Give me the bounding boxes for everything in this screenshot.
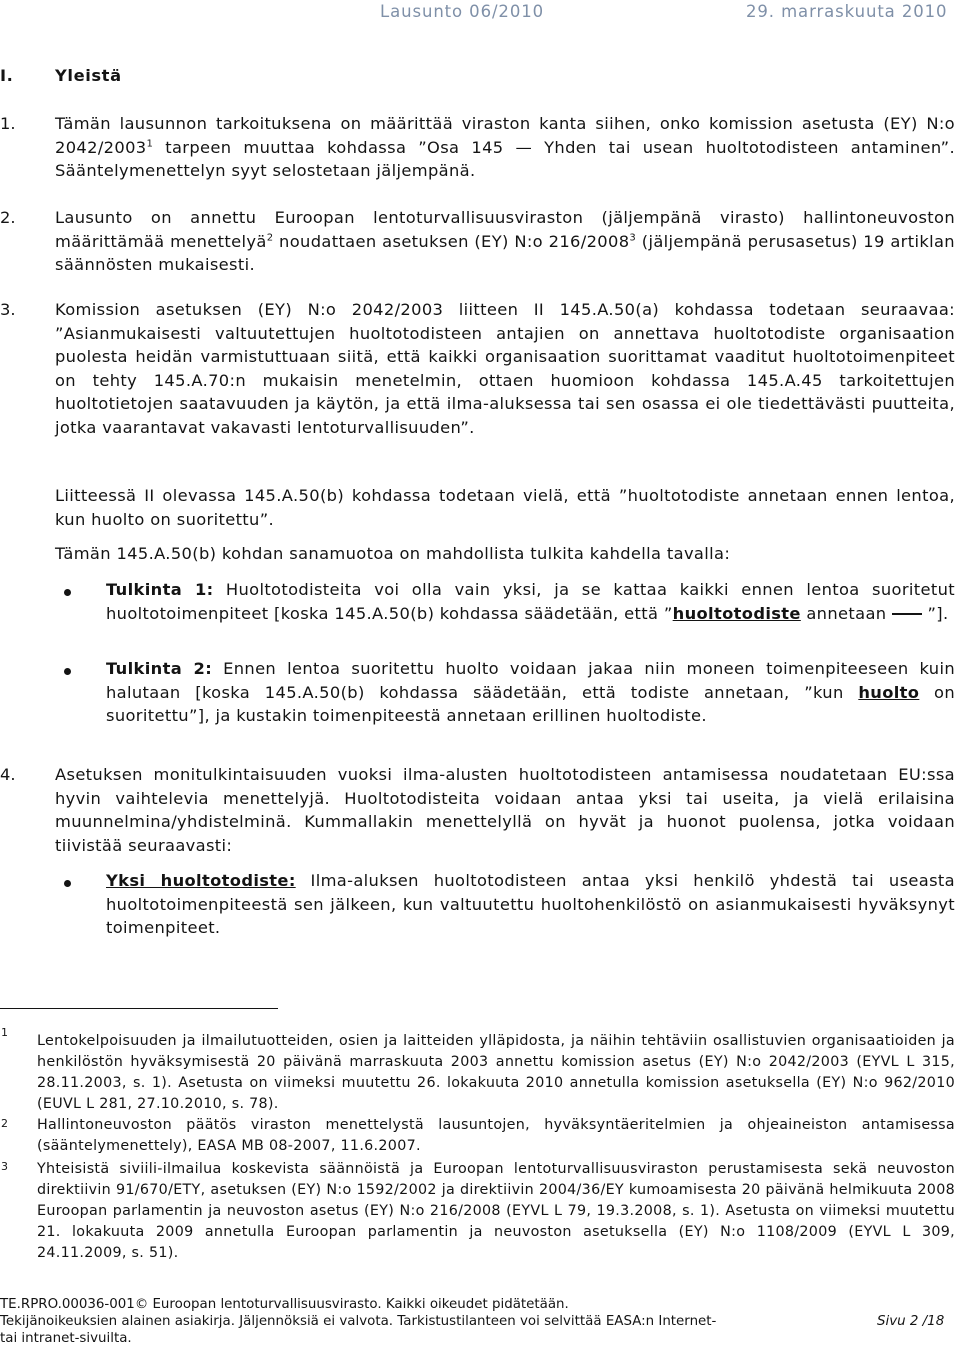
- paragraph-3-wording: Tämän 145.A.50(b) kohdan sanamuotoa on mahdollista tulkita kahdella tavalla:: [55, 544, 731, 563]
- interpretation-1-text-a: Huoltotodisteita voi olla vain yksi, ja se kattaa kaikki ennen lentoa suoritetut huoltotoimenpiteet [koska 145.A.50(b) kohdassa säädetään, että ”: [106, 580, 955, 623]
- interpretation-2: [106, 657, 955, 728]
- paragraph-3-annex: Liitteessä II olevassa 145.A.50(b) kohdassa todetaan vielä, että ”huoltotodiste annetaan ennen lentoa, kun huolto on suoritettu”.: [55, 486, 955, 529]
- footer-notice-line2: tai intranet-sivuilta.: [0, 1331, 132, 1346]
- section-title: Yleistä: [55, 66, 122, 85]
- footer-copyright: TE.RPRO.00036-001© Euroopan lentoturvallisuusvirasto. Kaikki oikeudet pidätetään.: [0, 1297, 569, 1312]
- paragraph-2-text-b: noudattaen asetuksen (EY) N:o 216/2008: [273, 231, 630, 251]
- interpretation-2-label: Tulkinta 2:: [106, 659, 213, 678]
- bullet-dot: [64, 589, 71, 596]
- footnote-2-text: Hallintoneuvoston päätös viraston menettelystä lausuntojen, hyväksyntäeritelmien ja ohjeaineiston antamisessa (sääntelymenettely), EASA MB 08-2007, 11.6.2007.: [37, 1117, 955, 1154]
- paragraph-3-text: Komission asetuksen (EY) N:o 2042/2003 liitteen II 145.A.50(a) kohdassa todetaan seuraavaa: ”Asianmukaisesti valtuutettujen huoltotodisteen antajien on annettava huoltotodiste organisaation puolesta heidän varmistuttuaan siitä, että kaikki organisaation suorittamat vaaditut huoltotoimenpiteet on tehty 145.A.70:n mukaisin menetelmin, ottaen huomioon kohdassa 145.A.45 tarkoitettujen huoltotietojen saatavuuden ja käytön, ja että ilma-aluksessa tai sen osassa ei ole tiedettävästi puutteita, jotka vaarantavat vakavasti lentoturvallisuuden”.: [55, 300, 955, 437]
- footnote-3-number: 3: [1, 1160, 8, 1173]
- paragraph-1: [55, 112, 955, 183]
- interpretation-1-label: Tulkinta 1:: [106, 580, 214, 599]
- interpretation-1-term: huoltotodiste: [672, 603, 801, 623]
- paragraph-2: [55, 206, 955, 277]
- footnote-1-number: 1: [1, 1026, 8, 1039]
- paragraph-1-number: 1.: [0, 114, 16, 133]
- footnote-ref-2[interactable]: 2: [266, 232, 274, 244]
- interpretation-1: [106, 578, 955, 625]
- footer-notice-line1: Tekijänoikeuksien alainen asiakirja. Jäljennöksiä ei valvota. Tarkistustilanteen voi selvittää EASA:n Internet-: [0, 1314, 717, 1329]
- paragraph-4-number: 4.: [0, 765, 16, 784]
- footnote-3-text: Yhteisistä siviili-ilmailua koskevista säännöistä ja Euroopan lentoturvallisuusviraston perustamisesta sekä neuvoston direktiivin 91/670/ETY, asetuksen (EY) N:o 1592/2002 ja direktiivin 2004/36/EY kumoamisesta 20 päivänä helmikuuta 2008 Euroopan parlamentin ja neuvoston asetus (EY) N:o 216/2008 (EYVL L 79, 19.3.2008, s. 1). Asetusta on viimeksi muutettu 21. lokakuuta 2009 annetulla Euroopan parlamentin ja neuvoston asetuksella (EY) N:o 1108/2009 (EYVL L 309, 24.11.2009, s. 51).: [37, 1161, 955, 1261]
- bullet-text: Ilma-aluksen huoltotodisteen antaa yksi henkilö yhdestä tai useasta huoltotoimenpiteestä sen jälkeen, kun valtuutettu huoltohenkilöstö on asianmukaisesti hyväksynyt toimenpiteet.: [106, 871, 955, 937]
- paragraph-1-text-b: tarpeen muuttaa kohdassa ”Osa 145 — Yhden tai usean huoltotodisteen antaminen”. Sääntelymenettelyn syyt selostetaan jäljempänä.: [55, 137, 955, 180]
- paragraph-2-text-c: (jäljempänä perusasetus) 19 artiklan säännösten mukaisesti.: [55, 231, 955, 274]
- footnote-1-text: Lentokelpoisuuden ja ilmailutuotteiden, osien ja laitteiden ylläpidosta, ja näihin tehtäviin osallistuvien organisaatioiden ja henkilöstön hyväksymisestä 20 päivänä marraskuuta 2003 annettu komission asetus (EY) N:o 2042/2003 (EYVL L 315, 28.11.2003, s. 1). Asetusta on viimeksi muutettu 26. lokakuuta 2010 annetulla komission asetuksella (EY) N:o 962/2010 (EUVL L 281, 27.10.2010, s. 78).: [37, 1033, 955, 1112]
- section-number: I.: [0, 66, 14, 85]
- interpretation-2-text-a: Ennen lentoa suoritettu huolto voidaan jakaa niin moneen toimenpiteeseen kuin halutaan [koska 145.A.50(b) kohdassa säädetään, että todiste annetaan, ”kun: [106, 659, 955, 702]
- footer-page-number: Sivu 2 /18: [877, 1314, 945, 1329]
- bullet-label: Yksi huoltotodiste:: [106, 871, 296, 890]
- bullet-dot: [64, 880, 71, 887]
- paragraph-2-text-a: Lausunto on annettu Euroopan lentoturvallisuusviraston (jäljempänä virasto) hallintoneuvoston määrittämää menettelyä: [55, 208, 955, 251]
- footnote-ref-3[interactable]: 3: [629, 232, 637, 244]
- paragraph-2-number: 2.: [0, 208, 16, 227]
- footnote-ref-1[interactable]: 1: [146, 138, 154, 150]
- header-doc-id: Lausunto 06/2010: [380, 2, 545, 21]
- interpretation-1-text-c: ”].: [921, 603, 949, 623]
- paragraph-4-text: Asetuksen monitulkintaisuuden vuoksi ilma-alusten huoltotodisteen antamisessa noudatetaan EU:ssa hyvin vaihtelevia menettelyjä. Huoltotodisteita voidaan antaa yksi tai useita, ja vielä erilaisina muunnelmina/yhdistelminä. Kummallakin menettelyllä on hyvät ja huonot puolensa, jotka voidaan tiivistää seuraavasti:: [55, 765, 955, 855]
- interpretation-2-text-b: on suoritettu”], ja kustakin toimenpiteestä annetaan erillinen huoltodiste.: [106, 682, 955, 725]
- blank-dash: [892, 613, 922, 614]
- interpretation-1-text-b: annetaan: [800, 603, 892, 623]
- footnote-2-number: 2: [1, 1117, 8, 1130]
- bullet-dot: [64, 668, 71, 675]
- paragraph-4-bullet: [106, 869, 955, 940]
- paragraph-3-number: 3.: [0, 300, 16, 319]
- header-date: 29. marraskuuta 2010: [746, 2, 948, 21]
- interpretation-2-term: huolto: [858, 682, 920, 702]
- paragraph-1-text-a: Tämän lausunnon tarkoituksena on määrittää viraston kanta siihen, onko komission asetusta (EY) N:o 2042/2003: [55, 114, 955, 157]
- footnote-separator: [0, 1008, 278, 1009]
